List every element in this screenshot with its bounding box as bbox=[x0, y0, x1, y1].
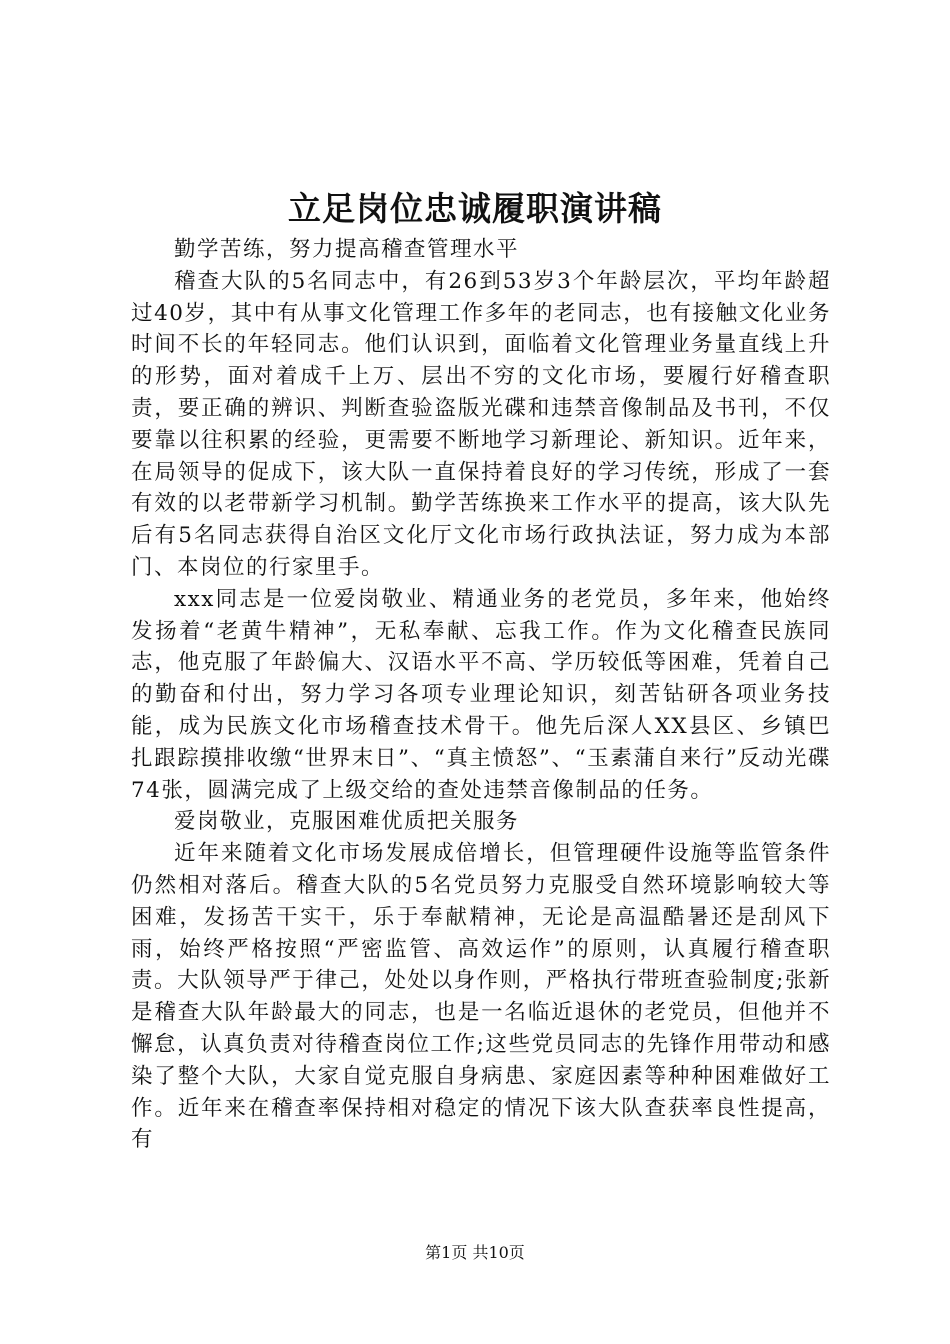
section-heading: 勤学苦练，努力提高稽查管理水平 bbox=[174, 237, 520, 262]
section-heading: 爱岗敬业，克服困难优质把关服务 bbox=[174, 809, 520, 835]
page-title: 立足岗位忠诚履职演讲稿 bbox=[288, 189, 662, 228]
document-body bbox=[131, 234, 831, 1156]
body-paragraph: 近年来随着文化市场发展成倍增长，但管理硬件设施等监管条件仍然相对落后。稽查大队的5名党员努力克服受自然环境影响较大等困难，发扬苦干实干，乐于奉献精神，无论是高温酷暑还是刮风下雨，始终严格按照“严密监管、高效运作”的原则，认真履行稽查职责。大队领导严于律己，处处以身作则，严格执行带班查验制度;张新是稽查大队年龄最大的同志，也是一名临近退休的老党员，但他并不懈怠，认真负责对待稽查岗位工作;这些党员同志的先锋作用带动和感染了整个大队，大家自觉克服自身病患、家庭因素等种种困难做好工作。近年来在稽查率保持相对稳定的情况下该大队查获率良性提高，有 bbox=[131, 841, 831, 1153]
body-paragraph: 稽查大队的5名同志中，有26到53岁3个年龄层次，平均年龄超过40岁，其中有从事文化管理工作多年的老同志，也有接触文化业务时间不长的年轻同志。他们认识到，面临着文化管理业务量直线上升的形势，面对着成千上万、层出不穷的文化市场，要履行好稽查职责，要正确的辨识、判断查验盗版光碟和违禁音像制品及书刊，不仅要靠以往积累的经验，更需要不断地学习新理论、新知识。近年来，在局领导的促成下，该大队一直保持着良好的学习传统，形成了一套有效的以老带新学习机制。勤学苦练换来工作水平的提高，该大队先后有5名同志获得自治区文化厅文化市场行政执法证，努力成为本部门、本岗位的行家里手。 bbox=[131, 268, 831, 580]
page-number-footer: 第1页 共10页 bbox=[425, 1243, 525, 1262]
body-paragraph: xxx同志是一位爱岗敬业、精通业务的老党员，多年来，他始终发扬着“老黄牛精神”，无私奉献、忘我工作。作为文化稽查民族同志，他克服了年龄偏大、汉语水平不高、学历较低等困难，凭着自己的勤奋和付出，努力学习各项专业理论知识，刻苦钻研各项业务技能，成为民族文化市场稽查技术骨干。他先后深人XX县区、乡镇巴扎跟踪摸排收缴“世界末日”、“真主愤怒”、“玉素蒲自来行”反动光碟74张，圆满完成了上级交给的查处违禁音像制品的任务。 bbox=[131, 586, 831, 803]
